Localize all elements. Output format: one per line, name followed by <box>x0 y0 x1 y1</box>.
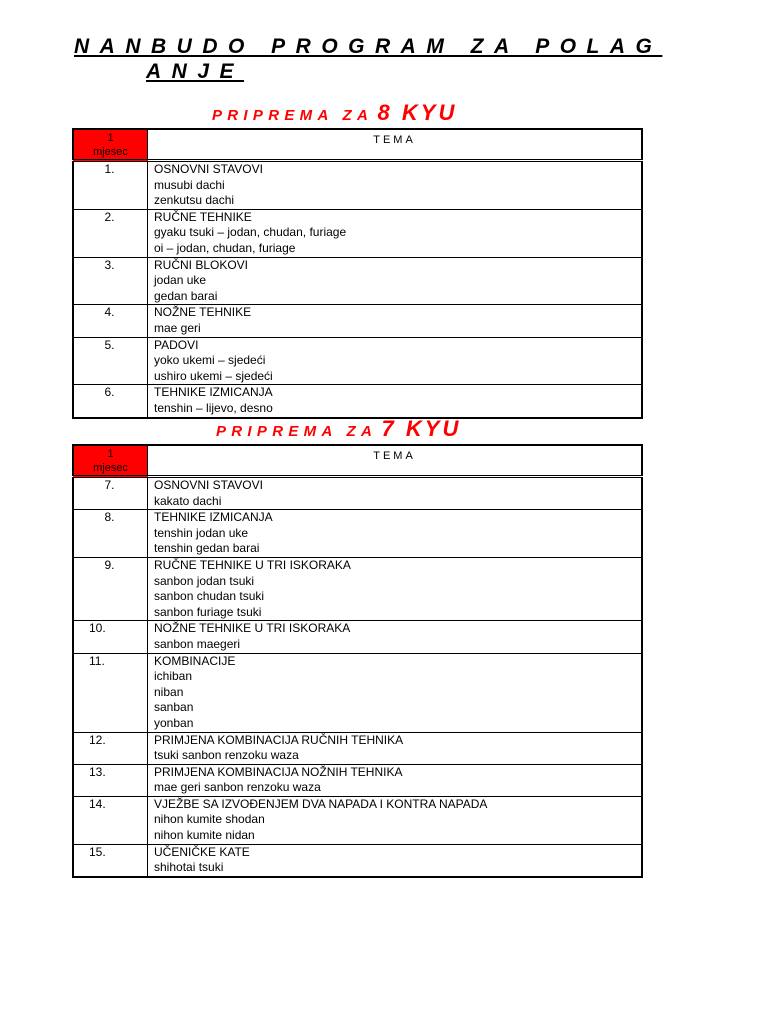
topic-title: UČENIČKE KATE <box>154 844 250 859</box>
month-header-label: mjesec <box>93 145 128 158</box>
technique-item: sanbon maegeri <box>154 636 241 651</box>
section-heading-7-kyu <box>0 416 768 442</box>
table-header-row <box>73 445 642 477</box>
technique-item: gyaku tsuki – jodan, chudan, furiage <box>154 225 347 240</box>
row-content <box>148 764 643 796</box>
technique-item: sanbon furiage tsuki <box>154 604 262 619</box>
technique-item: ichiban <box>154 669 193 684</box>
topic-title: TEHNIKE IZMICANJA <box>154 385 273 400</box>
table-row <box>73 305 642 337</box>
row-content <box>148 385 643 418</box>
topic-title: NOŽNE TEHNIKE <box>154 305 252 320</box>
table-row <box>73 764 642 796</box>
row-content <box>148 557 643 620</box>
technique-item: kakato dachi <box>154 493 222 508</box>
row-number: 3. <box>73 257 148 305</box>
row-number: 10. <box>73 621 148 653</box>
section-heading-prefix: PRIPREMA ZA <box>212 107 374 124</box>
table-row <box>73 510 642 558</box>
table-row <box>73 844 642 877</box>
month-header-number: 1 <box>107 132 114 144</box>
row-number: 11. <box>73 653 148 732</box>
row-content <box>148 257 643 305</box>
row-number: 1. <box>73 161 148 210</box>
document-title <box>74 34 694 84</box>
section-heading-grade: 8 KYU <box>377 100 458 125</box>
technique-item: niban <box>154 684 184 699</box>
topic-title: PRIMJENA KOMBINACIJA RUČNIH TEHNIKA <box>154 732 404 747</box>
row-number: 13. <box>73 764 148 796</box>
row-content <box>148 477 643 510</box>
technique-item: musubi dachi <box>154 177 225 192</box>
technique-item: sanban <box>154 700 194 715</box>
month-header-cell <box>73 129 148 161</box>
technique-item: nihon kumite nidan <box>154 828 255 843</box>
table-row <box>73 209 642 257</box>
row-number: 6. <box>73 385 148 418</box>
technique-item: gedan barai <box>154 288 218 303</box>
tema-header-cell: TEMA <box>148 129 643 161</box>
row-content <box>148 305 643 337</box>
program-table-7-kyu <box>72 444 643 878</box>
row-content <box>148 510 643 558</box>
row-number: 15. <box>73 844 148 877</box>
topic-title: RUČNE TEHNIKE U TRI ISKORAKA <box>154 557 351 572</box>
table-header-row <box>73 129 642 161</box>
technique-item: tenshin gedan barai <box>154 541 260 556</box>
technique-item: jodan uke <box>154 273 207 288</box>
technique-item: sanbon jodan tsuki <box>154 573 255 588</box>
row-number: 8. <box>73 510 148 558</box>
row-content <box>148 161 643 210</box>
technique-item: ushiro ukemi – sjedeći <box>154 368 273 383</box>
table-row <box>73 557 642 620</box>
technique-item: tenshin – lijevo, desno <box>154 400 273 415</box>
section-heading-prefix: PRIPREMA ZA <box>216 423 378 440</box>
technique-item: oi – jodan, chudan, furiage <box>154 240 296 255</box>
table-row <box>73 732 642 764</box>
row-number: 7. <box>73 477 148 510</box>
topic-title: PADOVI <box>154 337 199 352</box>
month-header-number: 1 <box>107 448 114 460</box>
table-row <box>73 337 642 385</box>
topic-title: PRIMJENA KOMBINACIJA NOŽNIH TEHNIKA <box>154 764 403 779</box>
table-row <box>73 161 642 210</box>
table-row <box>73 477 642 510</box>
topic-title: KOMBINACIJE <box>154 653 236 668</box>
row-number: 2. <box>73 209 148 257</box>
table-row <box>73 621 642 653</box>
row-content <box>148 732 643 764</box>
row-number: 4. <box>73 305 148 337</box>
row-content <box>148 621 643 653</box>
topic-title: OSNOVNI STAVOVI <box>154 478 263 492</box>
table-row <box>73 385 642 418</box>
section-heading-8-kyu <box>0 100 768 126</box>
row-content <box>148 337 643 385</box>
topic-title: RUČNE TEHNIKE <box>154 209 252 224</box>
month-header-label: mjesec <box>93 461 128 474</box>
technique-item: sanbon chudan tsuki <box>154 589 265 604</box>
topic-title: TEHNIKE IZMICANJA <box>154 510 273 525</box>
topic-title: RUČNI BLOKOVI <box>154 257 249 272</box>
row-number: 5. <box>73 337 148 385</box>
technique-item: tsuki sanbon renzoku waza <box>154 748 299 763</box>
row-content <box>148 844 643 877</box>
technique-item: shihotai tsuki <box>154 860 224 875</box>
row-number: 12. <box>73 732 148 764</box>
month-header-cell <box>73 445 148 477</box>
row-content <box>148 796 643 844</box>
row-number: 14. <box>73 796 148 844</box>
program-table-8-kyu <box>72 128 643 419</box>
technique-item: zenkutsu dachi <box>154 193 235 208</box>
technique-item: yonban <box>154 715 194 730</box>
table-row <box>73 653 642 732</box>
technique-item: nihon kumite shodan <box>154 812 265 827</box>
technique-item: mae geri sanbon renzoku waza <box>154 780 321 795</box>
topic-title: VJEŽBE SA IZVOĐENJEM DVA NAPADA I KONTRA NAPADA <box>154 796 488 811</box>
tema-header-cell: TEMA <box>148 445 643 477</box>
topic-title: NOŽNE TEHNIKE U TRI ISKORAKA <box>154 621 351 636</box>
technique-item: yoko ukemi – sjedeći <box>154 353 266 368</box>
document-title-line-2: ANJE <box>146 60 245 83</box>
technique-item: tenshin jodan uke <box>154 525 249 540</box>
table-row <box>73 257 642 305</box>
technique-item: mae geri <box>154 320 201 335</box>
section-heading-grade: 7 KYU <box>381 416 462 441</box>
row-number: 9. <box>73 557 148 620</box>
row-content <box>148 653 643 732</box>
row-content <box>148 209 643 257</box>
topic-title: OSNOVNI STAVOVI <box>154 162 263 176</box>
document-title-line-1: NANBUDO PROGRAM ZA POLAG <box>74 35 663 58</box>
table-row <box>73 796 642 844</box>
